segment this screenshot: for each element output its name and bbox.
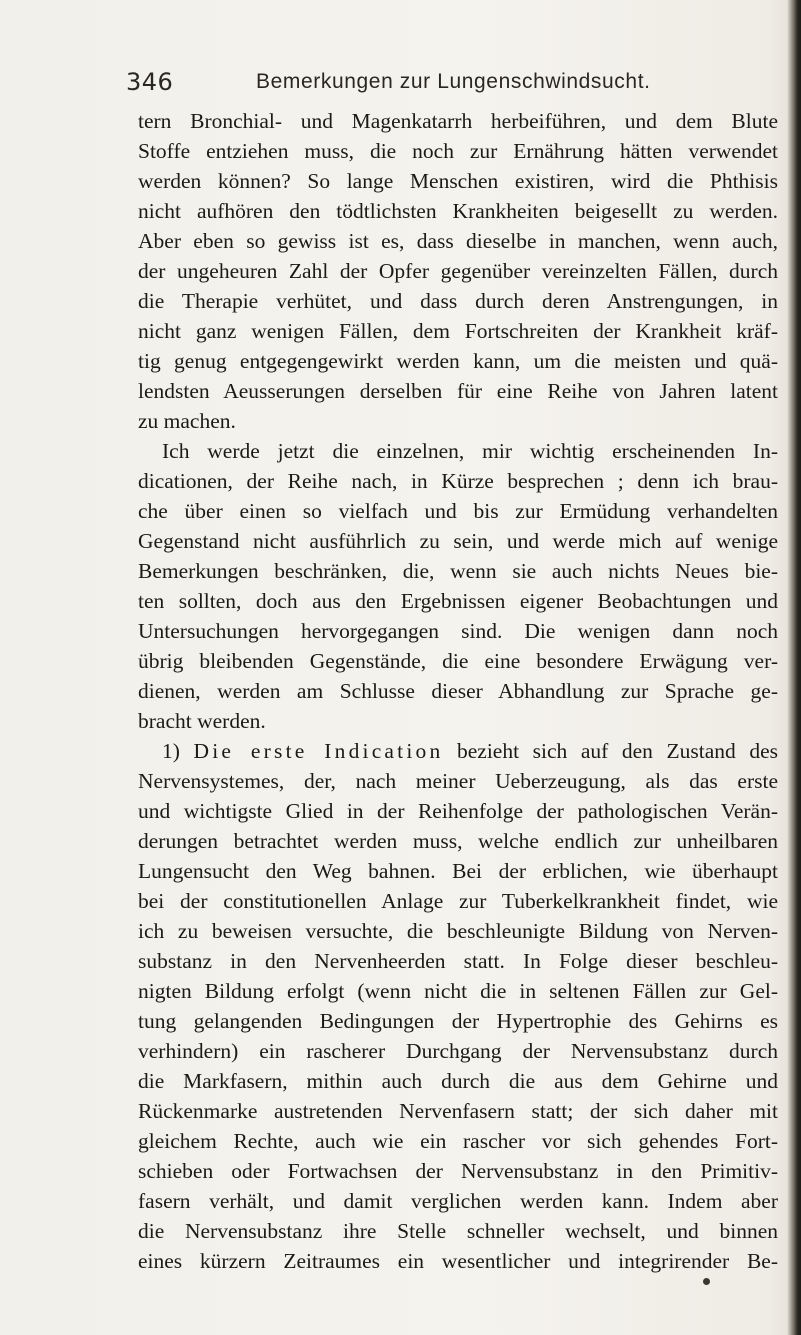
text-line: Rückenmarke austretenden Nervenfasern statt; der sich daher mit <box>138 1099 778 1123</box>
text-line: Untersuchungen hervorgegangen sind. Die wenigen dann noch <box>138 619 778 643</box>
page-header <box>126 62 686 102</box>
text-line: die Therapie verhütet, und dass durch deren Anstrengungen, in <box>138 289 778 313</box>
indication-number: 1) <box>162 739 194 763</box>
text-line: nicht ganz wenigen Fällen, dem Fortschreiten der Krankheit kräf- <box>138 319 778 343</box>
text-line: bracht werden. <box>138 709 266 733</box>
body-text <box>138 106 778 1276</box>
text-line: Gegenstand nicht ausführlich zu sein, und werde mich auf wenige <box>138 529 778 553</box>
text-line: Nervensystemes, der, nach meiner Ueberzeugung, als das erste <box>138 769 778 793</box>
scan-edge-shadow <box>787 0 801 1335</box>
indication-heading-line <box>138 736 778 766</box>
text-line: werden können? So lange Menschen existiren, wird die Phthisis <box>138 169 778 193</box>
text-line: die Markfasern, mithin auch durch die aus dem Gehirne und <box>138 1069 778 1093</box>
text-line: und wichtigste Glied in der Reihenfolge der pathologischen Verän- <box>138 799 778 823</box>
text-line: tern Bronchial- und Magenkatarrh herbeiführen, und dem Blute <box>138 109 778 133</box>
text-line: nigten Bildung erfolgt (wenn nicht die in seltenen Fällen zur Gel- <box>138 979 778 1003</box>
text-line: fasern verhält, und damit verglichen werden kann. Indem aber <box>138 1189 778 1213</box>
indication-title: Die erste Indication <box>193 739 444 763</box>
text-line: lendsten Aeusserungen derselben für eine Reihe von Jahren latent <box>138 379 778 403</box>
text-line: tung gelangenden Bedingungen der Hypertrophie des Gehirns es <box>138 1009 778 1033</box>
text-line: schieben oder Fortwachsen der Nervensubstanz in den Primitiv- <box>138 1159 778 1183</box>
text-line: dicationen, der Reihe nach, in Kürze besprechen ; denn ich brau- <box>138 469 778 493</box>
text-line: che über einen so vielfach und bis zur Ermüdung verhandelten <box>138 499 778 523</box>
text-line: dienen, werden am Schlusse dieser Abhandlung zur Sprache ge- <box>138 679 778 703</box>
text-line: tig genug entgegengewirkt werden kann, um die meisten und quä- <box>138 349 778 373</box>
text-line: zu machen. <box>138 409 236 433</box>
text-line: Lungensucht den Weg bahnen. Bei der erblichen, wie überhaupt <box>138 859 778 883</box>
text-line: übrig bleibenden Gegenstände, die eine besondere Erwägung ver- <box>138 649 778 673</box>
text-line: ten sollten, doch aus den Ergebnissen eigener Beobachtungen und <box>138 589 778 613</box>
text-line: Bemerkungen beschränken, die, wenn sie auch nichts Neues bie- <box>138 559 778 583</box>
text-line: derungen betrachtet werden muss, welche endlich zur unheilbaren <box>138 829 778 853</box>
text-line: ich zu beweisen versuchte, die beschleunigte Bildung von Nerven- <box>138 919 778 943</box>
text-line: nicht aufhören den tödtlichsten Krankheiten beigesellt zu werden. <box>138 199 778 223</box>
text-line: die Nervensubstanz ihre Stelle schneller wechselt, und binnen <box>138 1219 778 1243</box>
running-title: Bemerkungen zur Lungenschwindsucht. <box>256 70 651 93</box>
text-line: Aber eben so gewiss ist es, dass dieselbe in manchen, wenn auch, <box>138 229 778 253</box>
text-line: gleichem Rechte, auch wie ein rascher vor sich gehendes Fort- <box>138 1129 778 1153</box>
page-number: 346 <box>126 68 174 96</box>
ink-speck <box>703 1278 710 1285</box>
paragraph-start-line: Ich werde jetzt die einzelnen, mir wichtig erscheinenden In- <box>162 439 778 463</box>
text-line: bei der constitutionellen Anlage zur Tuberkelkrankheit findet, wie <box>138 889 778 913</box>
indication-rest: bezieht sich auf den Zustand des <box>443 739 778 763</box>
text-line: eines kürzern Zeitraumes ein wesentlicher und integrirender Be- <box>138 1249 778 1273</box>
text-line: Stoffe entziehen muss, die noch zur Ernährung hätten verwendet <box>138 139 778 163</box>
text-line: der ungeheuren Zahl der Opfer gegenüber vereinzelten Fällen, durch <box>138 259 778 283</box>
text-line: verhindern) ein rascherer Durchgang der Nervensubstanz durch <box>138 1039 778 1063</box>
text-line: substanz in den Nervenheerden statt. In Folge dieser beschleu- <box>138 949 778 973</box>
